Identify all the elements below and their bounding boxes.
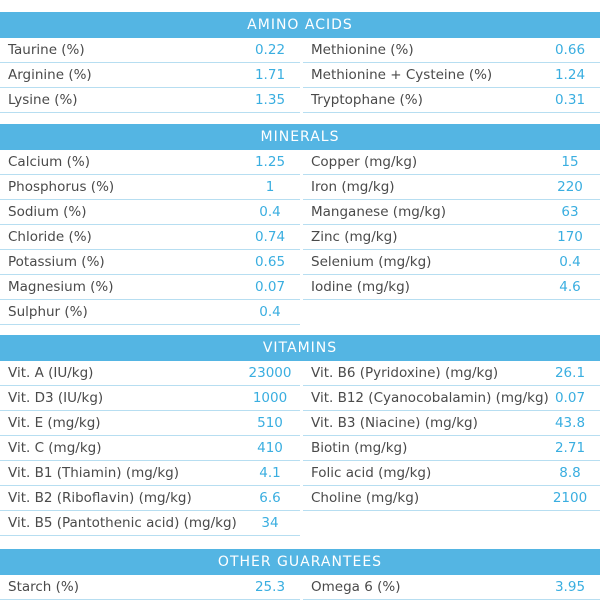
left-column xyxy=(0,361,300,536)
row-label: Methionine + Cysteine (%) xyxy=(311,67,493,83)
row-label: Calcium (%) xyxy=(8,154,90,170)
table-row xyxy=(303,361,600,386)
row-value: 0.31 xyxy=(554,92,586,108)
table-row xyxy=(0,486,300,511)
row-value: 220 xyxy=(557,179,583,195)
row-value: 0.07 xyxy=(554,390,586,406)
row-value: 0.66 xyxy=(554,42,586,58)
row-value: 0.4 xyxy=(259,204,281,220)
row-value: 8.8 xyxy=(559,465,581,481)
row-label: Folic acid (mg/kg) xyxy=(311,465,432,481)
row-label: Chloride (%) xyxy=(8,229,92,245)
row-label: Starch (%) xyxy=(8,579,80,595)
row-value: 0.65 xyxy=(254,254,286,270)
row-value: 1000 xyxy=(252,390,288,406)
row-value: 25.3 xyxy=(254,579,286,595)
right-column xyxy=(303,38,600,113)
table-row xyxy=(303,200,600,225)
row-label: Iodine (mg/kg) xyxy=(311,279,410,295)
row-label: Vit. B3 (Niacine) (mg/kg) xyxy=(311,415,478,431)
row-value: 0.74 xyxy=(254,229,286,245)
row-value: 0.07 xyxy=(254,279,286,295)
row-value: 3.95 xyxy=(554,579,586,595)
row-label: Zinc (mg/kg) xyxy=(311,229,398,245)
row-label: Sulphur (%) xyxy=(8,304,88,320)
table-row xyxy=(0,175,300,200)
row-label: Vit. B2 (Riboflavin) (mg/kg) xyxy=(8,490,192,506)
row-label: Lysine (%) xyxy=(8,92,78,108)
section-grid xyxy=(0,150,600,325)
row-label: Vit. E (mg/kg) xyxy=(8,415,101,431)
row-label: Vit. B1 (Thiamin) (mg/kg) xyxy=(8,465,180,481)
section-grid xyxy=(0,38,600,113)
section-header: AMINO ACIDS xyxy=(0,12,600,38)
row-value: 1 xyxy=(265,179,275,195)
table-row xyxy=(0,300,300,325)
row-value: 410 xyxy=(257,440,283,456)
table-row xyxy=(303,88,600,113)
row-value: 1.71 xyxy=(254,67,286,83)
row-label: Manganese (mg/kg) xyxy=(311,204,446,220)
row-value: 2100 xyxy=(552,490,588,506)
row-label: Taurine (%) xyxy=(8,42,85,58)
row-label: Vit. B6 (Pyridoxine) (mg/kg) xyxy=(311,365,499,381)
row-label: Choline (mg/kg) xyxy=(311,490,420,506)
right-column xyxy=(303,361,600,511)
row-label: Tryptophane (%) xyxy=(311,92,423,108)
row-value: 2.71 xyxy=(554,440,586,456)
section-minerals xyxy=(0,124,600,325)
row-value: 4.6 xyxy=(559,279,581,295)
row-value: 0.4 xyxy=(259,304,281,320)
row-value: 34 xyxy=(261,515,279,531)
table-row xyxy=(0,88,300,113)
row-value: 15 xyxy=(561,154,579,170)
section-other-guarantees xyxy=(0,549,600,600)
row-value: 26.1 xyxy=(554,365,586,381)
right-column xyxy=(303,150,600,300)
table-row xyxy=(303,150,600,175)
left-column xyxy=(0,575,300,600)
row-label: Iron (mg/kg) xyxy=(311,179,395,195)
table-row xyxy=(303,275,600,300)
table-row xyxy=(0,386,300,411)
row-value: 0.4 xyxy=(559,254,581,270)
row-value: 510 xyxy=(257,415,283,431)
section-amino-acids xyxy=(0,12,600,113)
section-header: VITAMINS xyxy=(0,335,600,361)
row-label: Magnesium (%) xyxy=(8,279,114,295)
table-row xyxy=(0,511,300,536)
row-value: 1.25 xyxy=(254,154,286,170)
table-row xyxy=(0,63,300,88)
row-label: Potassium (%) xyxy=(8,254,105,270)
table-row xyxy=(0,275,300,300)
section-vitamins xyxy=(0,335,600,536)
row-label: Vit. A (IU/kg) xyxy=(8,365,94,381)
row-value: 0.22 xyxy=(254,42,286,58)
table-row xyxy=(0,200,300,225)
table-row xyxy=(303,486,600,511)
table-row xyxy=(0,575,300,600)
row-label: Biotin (mg/kg) xyxy=(311,440,408,456)
row-label: Vit. B5 (Pantothenic acid) (mg/kg) xyxy=(8,515,237,531)
table-row xyxy=(0,361,300,386)
section-header: MINERALS xyxy=(0,124,600,150)
left-column xyxy=(0,38,300,113)
table-row xyxy=(303,250,600,275)
row-value: 43.8 xyxy=(554,415,586,431)
section-grid xyxy=(0,575,600,600)
table-row xyxy=(0,225,300,250)
table-row xyxy=(0,461,300,486)
row-label: Omega 6 (%) xyxy=(311,579,401,595)
row-label: Sodium (%) xyxy=(8,204,87,220)
row-value: 6.6 xyxy=(259,490,281,506)
row-value: 170 xyxy=(557,229,583,245)
table-row xyxy=(303,461,600,486)
table-row xyxy=(303,386,600,411)
row-label: Copper (mg/kg) xyxy=(311,154,418,170)
table-row xyxy=(303,63,600,88)
table-row xyxy=(303,411,600,436)
table-row xyxy=(303,38,600,63)
row-value: 1.24 xyxy=(554,67,586,83)
table-row xyxy=(0,436,300,461)
left-column xyxy=(0,150,300,325)
row-label: Vit. C (mg/kg) xyxy=(8,440,102,456)
table-row xyxy=(303,575,600,600)
table-row xyxy=(0,150,300,175)
row-value: 4.1 xyxy=(259,465,281,481)
section-header: OTHER GUARANTEES xyxy=(0,549,600,575)
row-label: Arginine (%) xyxy=(8,67,92,83)
table-row xyxy=(303,225,600,250)
row-label: Vit. B12 (Cyanocobalamin) (mg/kg) xyxy=(311,390,549,406)
row-label: Selenium (mg/kg) xyxy=(311,254,432,270)
table-row xyxy=(0,250,300,275)
table-row xyxy=(0,411,300,436)
row-label: Methionine (%) xyxy=(311,42,414,58)
section-grid xyxy=(0,361,600,536)
table-row xyxy=(0,38,300,63)
row-value: 23000 xyxy=(248,365,292,381)
table-row xyxy=(303,175,600,200)
row-label: Phosphorus (%) xyxy=(8,179,115,195)
row-value: 1.35 xyxy=(254,92,286,108)
row-label: Vit. D3 (IU/kg) xyxy=(8,390,104,406)
right-column xyxy=(303,575,600,600)
row-value: 63 xyxy=(561,204,579,220)
table-row xyxy=(303,436,600,461)
